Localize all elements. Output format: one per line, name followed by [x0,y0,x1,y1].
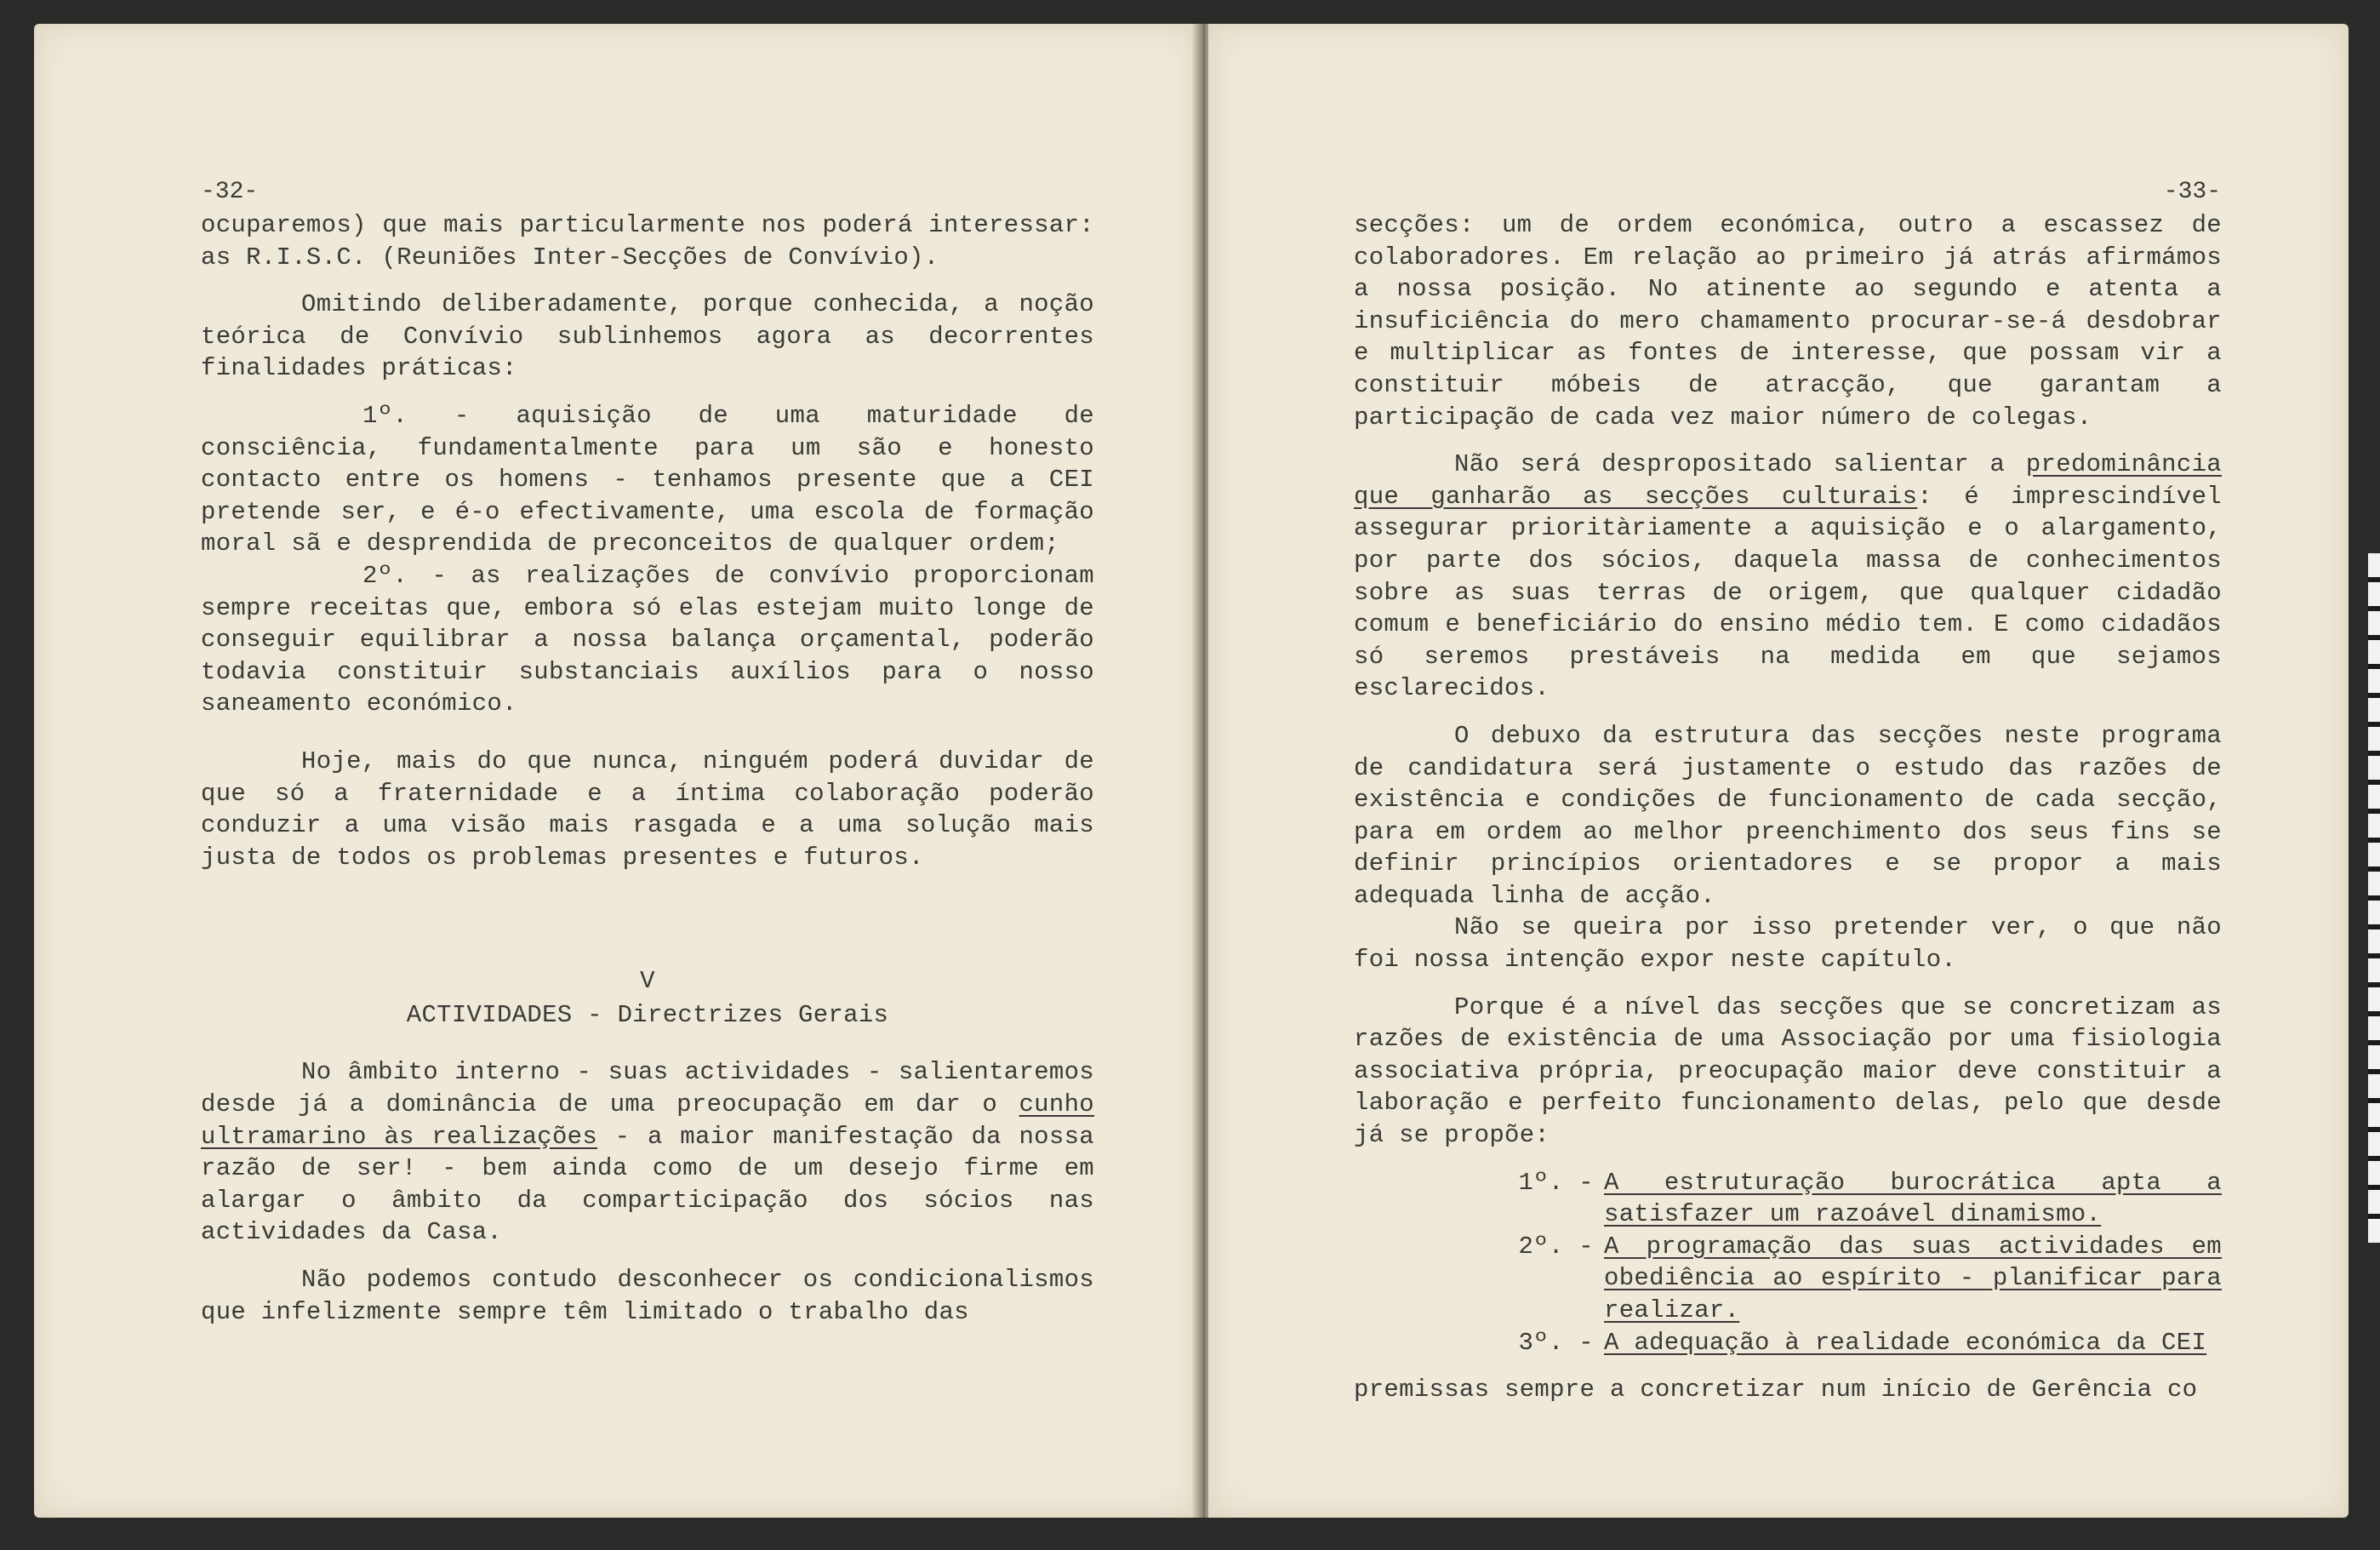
paragraph: ocuparemos) que mais particularmente nos poderá interessar: as R.I.S.C. (Reuniões Inter-Secções de Convívio). [201,211,1094,272]
list-item-text: A estruturação burocrática apta a satisfazer um razoável dinamismo. [1604,1168,2222,1229]
color-scale-tab [2368,553,2380,1243]
underlined-text: predominância que ganharão as secções culturais [1354,450,2222,511]
paragraph-text: : é imprescindível assegurar prioritàriamente a aquisição e o alargamento, por parte dos sócios, daquela massa de conhecimentos sobre as suas terras de origem, que qualquer cidadão comum e beneficiário do ensino médio tem. E como cidadãos só seremos prestáveis na medida em que sejamos esclarecidos. [1354,482,2222,703]
paragraph-text: Não será despropositado salientar a [1454,450,2026,479]
page-number: -32- [201,179,259,205]
underlined-text: cunho ultramarino às realizações [201,1090,1094,1151]
paragraph: 1º. - aquisição de uma maturidade de consciência, fundamentalmente para um são e honesto contacto entre os homens - tenhamos presente que a CEI pretende ser, e é-o efectivamente, uma escola de formação moral sã e desprendida de preconceitos de qualquer ordem; [201,401,1094,558]
right-page [1208,24,2349,1518]
paragraph: Omitindo deliberadamente, porque conhecida, a noção teórica de Convívio sublinhemos agora as decorrentes finalidades práticas: [201,290,1094,383]
section-title: ACTIVIDADES - Directrizes Gerais [406,1000,889,1029]
paragraph [201,1056,1094,1249]
paragraph: secções: um de ordem económica, outro a escassez de colaboradores. Em relação ao primeiro já atrás afirmámos a nossa posição. No atinente ao segundo e atenta a insuficiência do mero chamamento procurar-se-á desdobrar e multiplicar as fontes de interesse, que possam vir a constituir móbeis de atracção, que garantam a participação de cada vez maior número de colegas. [1354,211,2222,432]
paragraph-text: - a maior manifestação da nossa razão de ser! - bem ainda como de um desejo firme em alargar o âmbito da comparticipação dos sócios nas actividades da Casa. [201,1122,1094,1247]
list-item [1354,1231,2222,1327]
left-page-text [201,177,1094,1328]
list-item [1354,1327,2222,1359]
list-item-text: A adequação à realidade económica da CEI [1604,1328,2207,1357]
list-item-text: A programação das suas actividades em obediência ao espírito - planificar para realizar. [1604,1232,2222,1324]
paragraph: Não se queira por isso pretender ver, o que não foi nossa intenção expor neste capítulo. [1354,913,2222,975]
page-number: -33- [2163,179,2221,205]
list-item [1354,1167,2222,1231]
paragraph: Hoje, mais do que nunca, ninguém poderá duvidar de que só a fraternidade e a íntima colaboração poderão conduzir a uma visão mais rasgada e a uma solução mais justa de todos os problemas presentes e futuros. [201,746,1094,872]
paragraph: Não podemos contudo desconhecer os condicionalismos que infelizmente sempre têm limitado o trabalho das [201,1266,1094,1326]
right-page-text [1354,177,2222,1406]
left-page [34,24,1200,1518]
list-item-number: 1º. - [1518,1168,1594,1197]
list-item-number: 3º. - [1518,1328,1594,1357]
paragraph: premissas sempre a concretizar num início de Gerência co [1354,1376,2198,1404]
section-number: V [640,967,655,996]
open-book [34,24,2349,1518]
paragraph [1354,449,2222,705]
paragraph: 2º. - as realizações de convívio proporcionam sempre receitas que, embora só elas estejam muito longe de conseguir equilibrar a nossa balança orçamental, poderão todavia constituir substanciais auxílios para o nosso saneamento económico. [201,561,1094,718]
list-item-number: 2º. - [1518,1232,1594,1261]
paragraph: Porque é a nível das secções que se concretizam as razões de existência de uma Associação por uma fisiologia associativa própria, preocupação maior deve constituir a laboração e perfeito funcionamento delas, pelo que desde já se propõe: [1354,992,2222,1150]
paragraph: O debuxo da estrutura das secções neste programa de candidatura será justamente o estudo das razões de existência e condições de funcionamento de cada secção, para em ordem ao melhor preenchimento dos seus fins se definir princípios orientadores e se propor a mais adequada linha de acção. [1354,721,2222,910]
paragraph-text: No âmbito interno - suas actividades - salientaremos desde já a dominância de uma preocupação em dar o [201,1058,1094,1119]
